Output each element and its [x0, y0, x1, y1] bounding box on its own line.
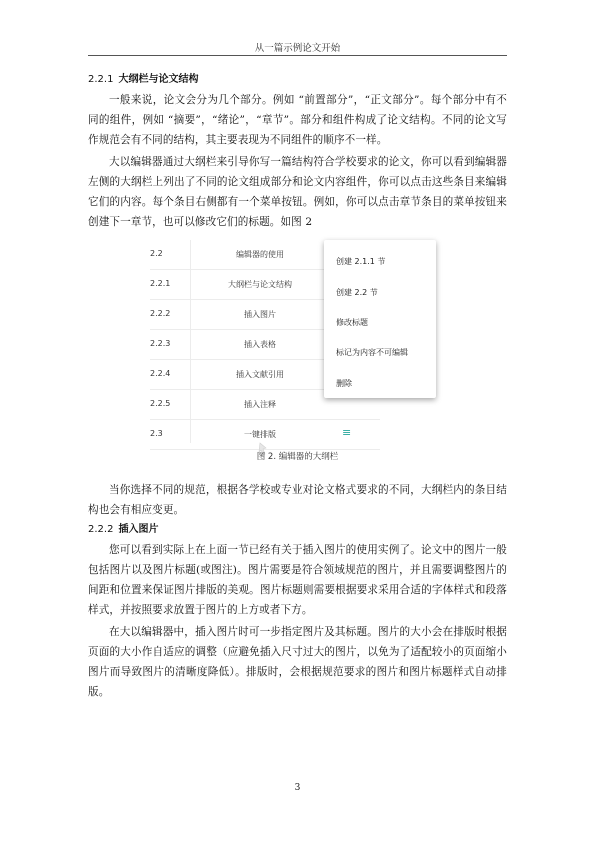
outline-item-number: 2.2.4 — [150, 369, 171, 378]
section-title: 大纲栏与论文结构 — [118, 74, 199, 85]
context-menu — [324, 240, 436, 398]
outline-item-label: 大纲栏与论文结构 — [228, 280, 292, 289]
figure-caption: 图 2. 编辑器的大纲栏 — [256, 452, 339, 462]
outline-item-number: 2.2.3 — [150, 339, 171, 348]
menu-item-delete[interactable]: 删除 — [336, 379, 352, 388]
outline-panel-screenshot — [150, 240, 440, 439]
paragraph: 在大以编辑器中，插入图片时可一步指定图片及其标题。图片的大小会在排版时根据页面的大小作自适应的调整（应避免插入尺寸过大的图片，以免为了适配较小的页面缩小图片而导致图片的清晰度降低）。排版时，会根据规范要求的图片和图片标题样式自动排版。 — [88, 626, 507, 698]
paragraph: 大以编辑器通过大纲栏来引导你写一篇结构符合学校要求的论文，你可以看到编辑器左侧的大纲栏上列出了不同的论文组成部分和论文内容组件，你可以点击这些条目来编辑它们的内容。每个条目右侧都有一个菜单按钮。例如，你可以点击章节条目的菜单按钮来创建下一章节，也可以修改它们的标题。如图 2 — [88, 156, 507, 228]
section-number: 2.2.1 — [88, 74, 114, 85]
page-body — [88, 70, 507, 702]
outline-item-number: 2.2.1 — [150, 279, 171, 288]
figure-outline-screenshot — [88, 238, 507, 478]
outline-item-number: 2.3 — [150, 429, 163, 438]
outline-item-label: 插入注释 — [244, 400, 276, 409]
outline-item-label: 插入表格 — [244, 340, 276, 349]
outline-item-number: 2.2 — [150, 249, 163, 258]
menu-item-rename[interactable]: 修改标题 — [336, 318, 368, 327]
outline-item-label: 插入图片 — [244, 310, 276, 319]
outline-item-label: 编辑器的使用 — [236, 250, 284, 259]
outline-item-label: 一键排版 — [244, 430, 276, 439]
section-title: 插入图片 — [118, 524, 159, 535]
outline-item-number: 2.2.5 — [150, 399, 171, 408]
paragraph: 一般来说，论文会分为几个部分。例如 “前置部分”，“正文部分”。每个部分中有不同的组件，例如 “摘要”，“绪论”，“章节”。部分和组件构成了论文结构。不同的论文写作规范会有不同的结构，其主要表现为不同组件的顺序不一样。 — [88, 94, 507, 146]
page-number: 3 — [294, 783, 301, 793]
header-rule — [88, 55, 507, 56]
menu-item-lock-content[interactable]: 标记为内容不可编辑 — [336, 348, 408, 357]
paragraph: 当你选择不同的规范，根据各学校或专业对论文格式要求的不同，大纲栏内的条目结构也会有相应变更。 — [88, 484, 507, 516]
outline-item-label: 插入文献引用 — [236, 370, 284, 379]
list-icon[interactable]: ≡ — [342, 426, 352, 439]
section-heading-2-2-2 — [88, 520, 507, 540]
outline-item-number: 2.2.2 — [150, 309, 171, 318]
paragraph: 您可以看到实际上在上面一节已经有关于插入图片的使用实例了。论文中的图片一般包括图片以及图片标题(或图注)。图片需要是符合领域规范的图片，并且需要调整图片的间距和位置来保证图片排版的美观。图片标题则需要根据要求采用合适的字体样式和段落样式，并按照要求放置于图片的上方或者下方。 — [88, 544, 507, 616]
running-header: 从一篇示例论文开始 — [254, 43, 341, 54]
menu-item-create-section[interactable]: 创建 2.2 节 — [336, 288, 378, 297]
section-number: 2.2.2 — [88, 524, 114, 535]
menu-item-create-subsection[interactable]: 创建 2.1.1 节 — [336, 257, 386, 266]
section-heading-2-2-1 — [88, 70, 507, 90]
